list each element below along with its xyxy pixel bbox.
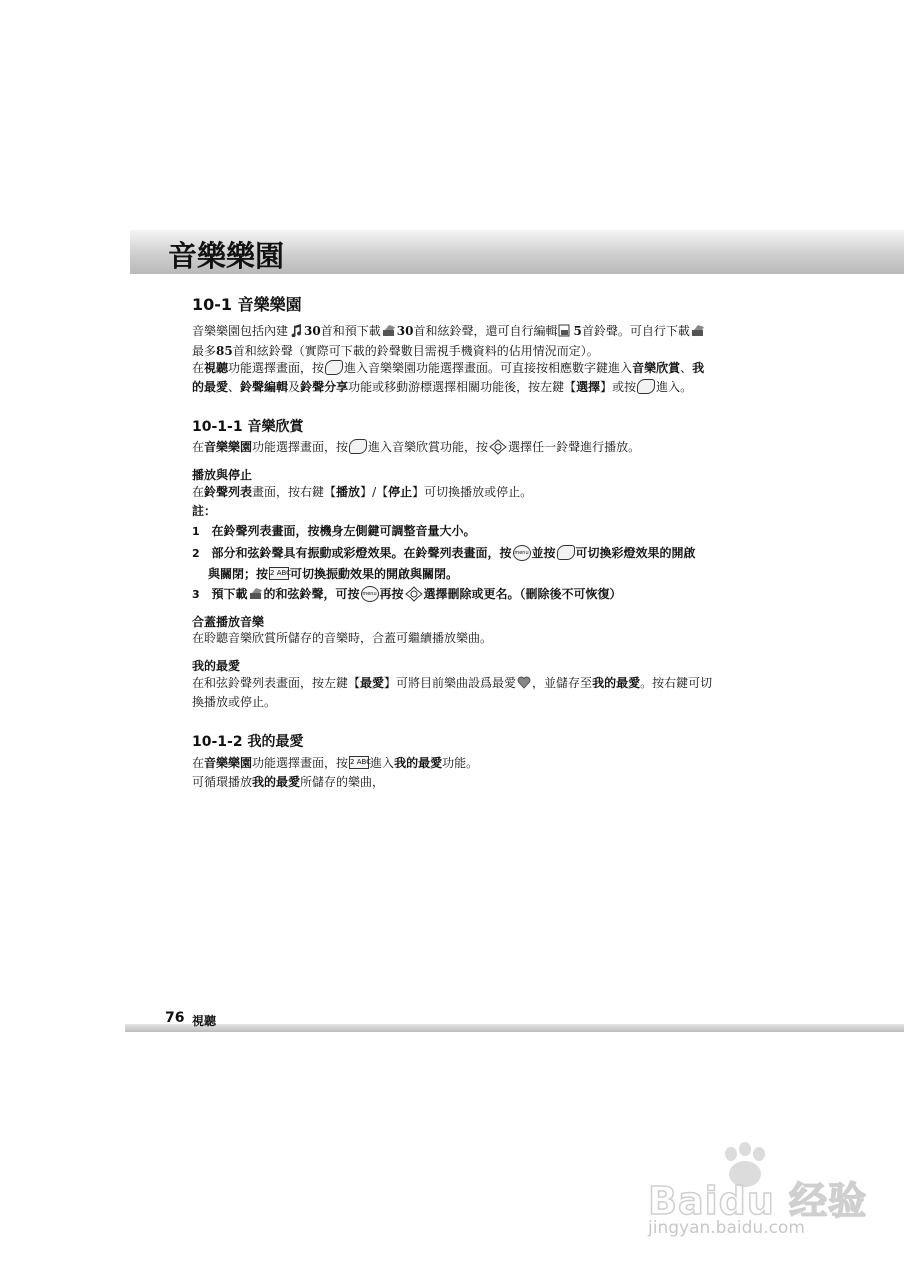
- paragraph-10-1-line2: 最多85首和絃鈴聲（實際可下載的鈴聲數目需視手機資料的佔用情況而定）。: [192, 344, 599, 358]
- menu-key-icon: menu: [361, 586, 379, 602]
- note-label: 註：: [192, 504, 217, 518]
- note-item-2-cont: 與關閉；按 2 ABC可切換振動效果的開啟與關閉。: [208, 567, 459, 581]
- paragraph-10-1-line4: 的最愛、鈴聲編輯及鈴聲分享功能或移動游標選擇相關功能後，按左鍵【選擇】或按 進入。: [192, 380, 693, 394]
- watermark-url: jingyan.baidu.com: [648, 1218, 805, 1238]
- subheading-favorites: 我的最愛: [192, 659, 241, 673]
- chapter-title: 音樂樂園: [168, 239, 285, 273]
- download-icon: [249, 587, 263, 600]
- navigation-key-icon: [405, 586, 423, 602]
- edit-ringtone-icon: [558, 324, 572, 337]
- footer-section-label: 視聽: [192, 1014, 217, 1028]
- paragraph-10-1-2-line2: 可循環播放我的最愛所儲存的樂曲，: [192, 775, 385, 789]
- key-2-icon: 2 ABC: [349, 756, 369, 769]
- menu-key-icon: menu: [513, 545, 531, 561]
- section-heading-10-1: 10-1 音樂樂園: [192, 295, 302, 314]
- left-softkey-icon: [325, 360, 343, 375]
- watermark-logo: Baidu 经验: [648, 1179, 868, 1223]
- music-note-icon: [289, 324, 303, 337]
- download-icon: [382, 324, 396, 337]
- download-icon: [691, 324, 705, 337]
- paragraph-10-1-line1: 音樂樂園包括內建 30首和預下載 30首和絃鈴聲，還可自行編輯 5首鈴聲。可自行下載: [192, 321, 706, 341]
- key-2-icon: 2 ABC: [269, 567, 289, 580]
- paragraph-10-1-1-line1: 在音樂樂園功能選擇畫面，按 進入音樂欣賞功能，按 選擇任一鈴聲進行播放。: [192, 440, 641, 454]
- page-number: 76: [165, 1010, 185, 1026]
- note-item-1: 1 在鈴聲列表畫面，按機身左側鍵可調整音量大小。: [192, 524, 476, 538]
- note-item-3: 3 預下載 的和弦鈴聲，可按 menu 再按 選擇刪除或更名。（刪除後不可恢復）: [192, 587, 622, 601]
- section-heading-10-1-1: 10-1-1 音樂欣賞: [192, 419, 304, 435]
- left-softkey-icon: [557, 545, 575, 560]
- ok-key-icon: [637, 379, 655, 394]
- paragraph-10-1-2-line1: 在音樂樂園功能選擇畫面，按 2 ABC進入我的最愛功能。: [192, 756, 479, 770]
- paragraph-lid-play: 在聆聽音樂欣賞所儲存的音樂時，合蓋可繼續播放樂曲。: [192, 631, 493, 645]
- paragraph-favorites-line2: 換播放或停止。: [192, 695, 277, 709]
- subheading-play-stop: 播放與停止: [192, 468, 253, 482]
- paragraph-10-1-line3: 在視聽功能選擇畫面，按 進入音樂樂園功能選擇畫面。可直接按相應數字鍵進入音樂欣賞、我: [192, 361, 705, 375]
- paragraph-favorites-line1: 在和弦鈴聲列表畫面，按左鍵【最愛】可將目前樂曲設爲最愛 ，並儲存至我的最愛。按右鍵可切: [192, 676, 713, 690]
- section-heading-10-1-2: 10-1-2 我的最愛: [192, 734, 304, 750]
- footer-bar: [125, 1024, 904, 1032]
- subheading-lid-play: 合蓋播放音樂: [192, 615, 265, 629]
- paragraph-play-stop: 在鈴聲列表畫面，按右鍵【播放】/【停止】可切換播放或停止。: [192, 485, 533, 499]
- left-softkey-icon: [349, 439, 367, 454]
- navigation-key-icon: [489, 439, 507, 455]
- note-item-2: 2 部分和弦鈴聲具有振動或彩燈效果。在鈴聲列表畫面，按 menu 並按 可切換彩燈效果的開啟: [192, 546, 696, 560]
- heart-icon: [517, 676, 531, 689]
